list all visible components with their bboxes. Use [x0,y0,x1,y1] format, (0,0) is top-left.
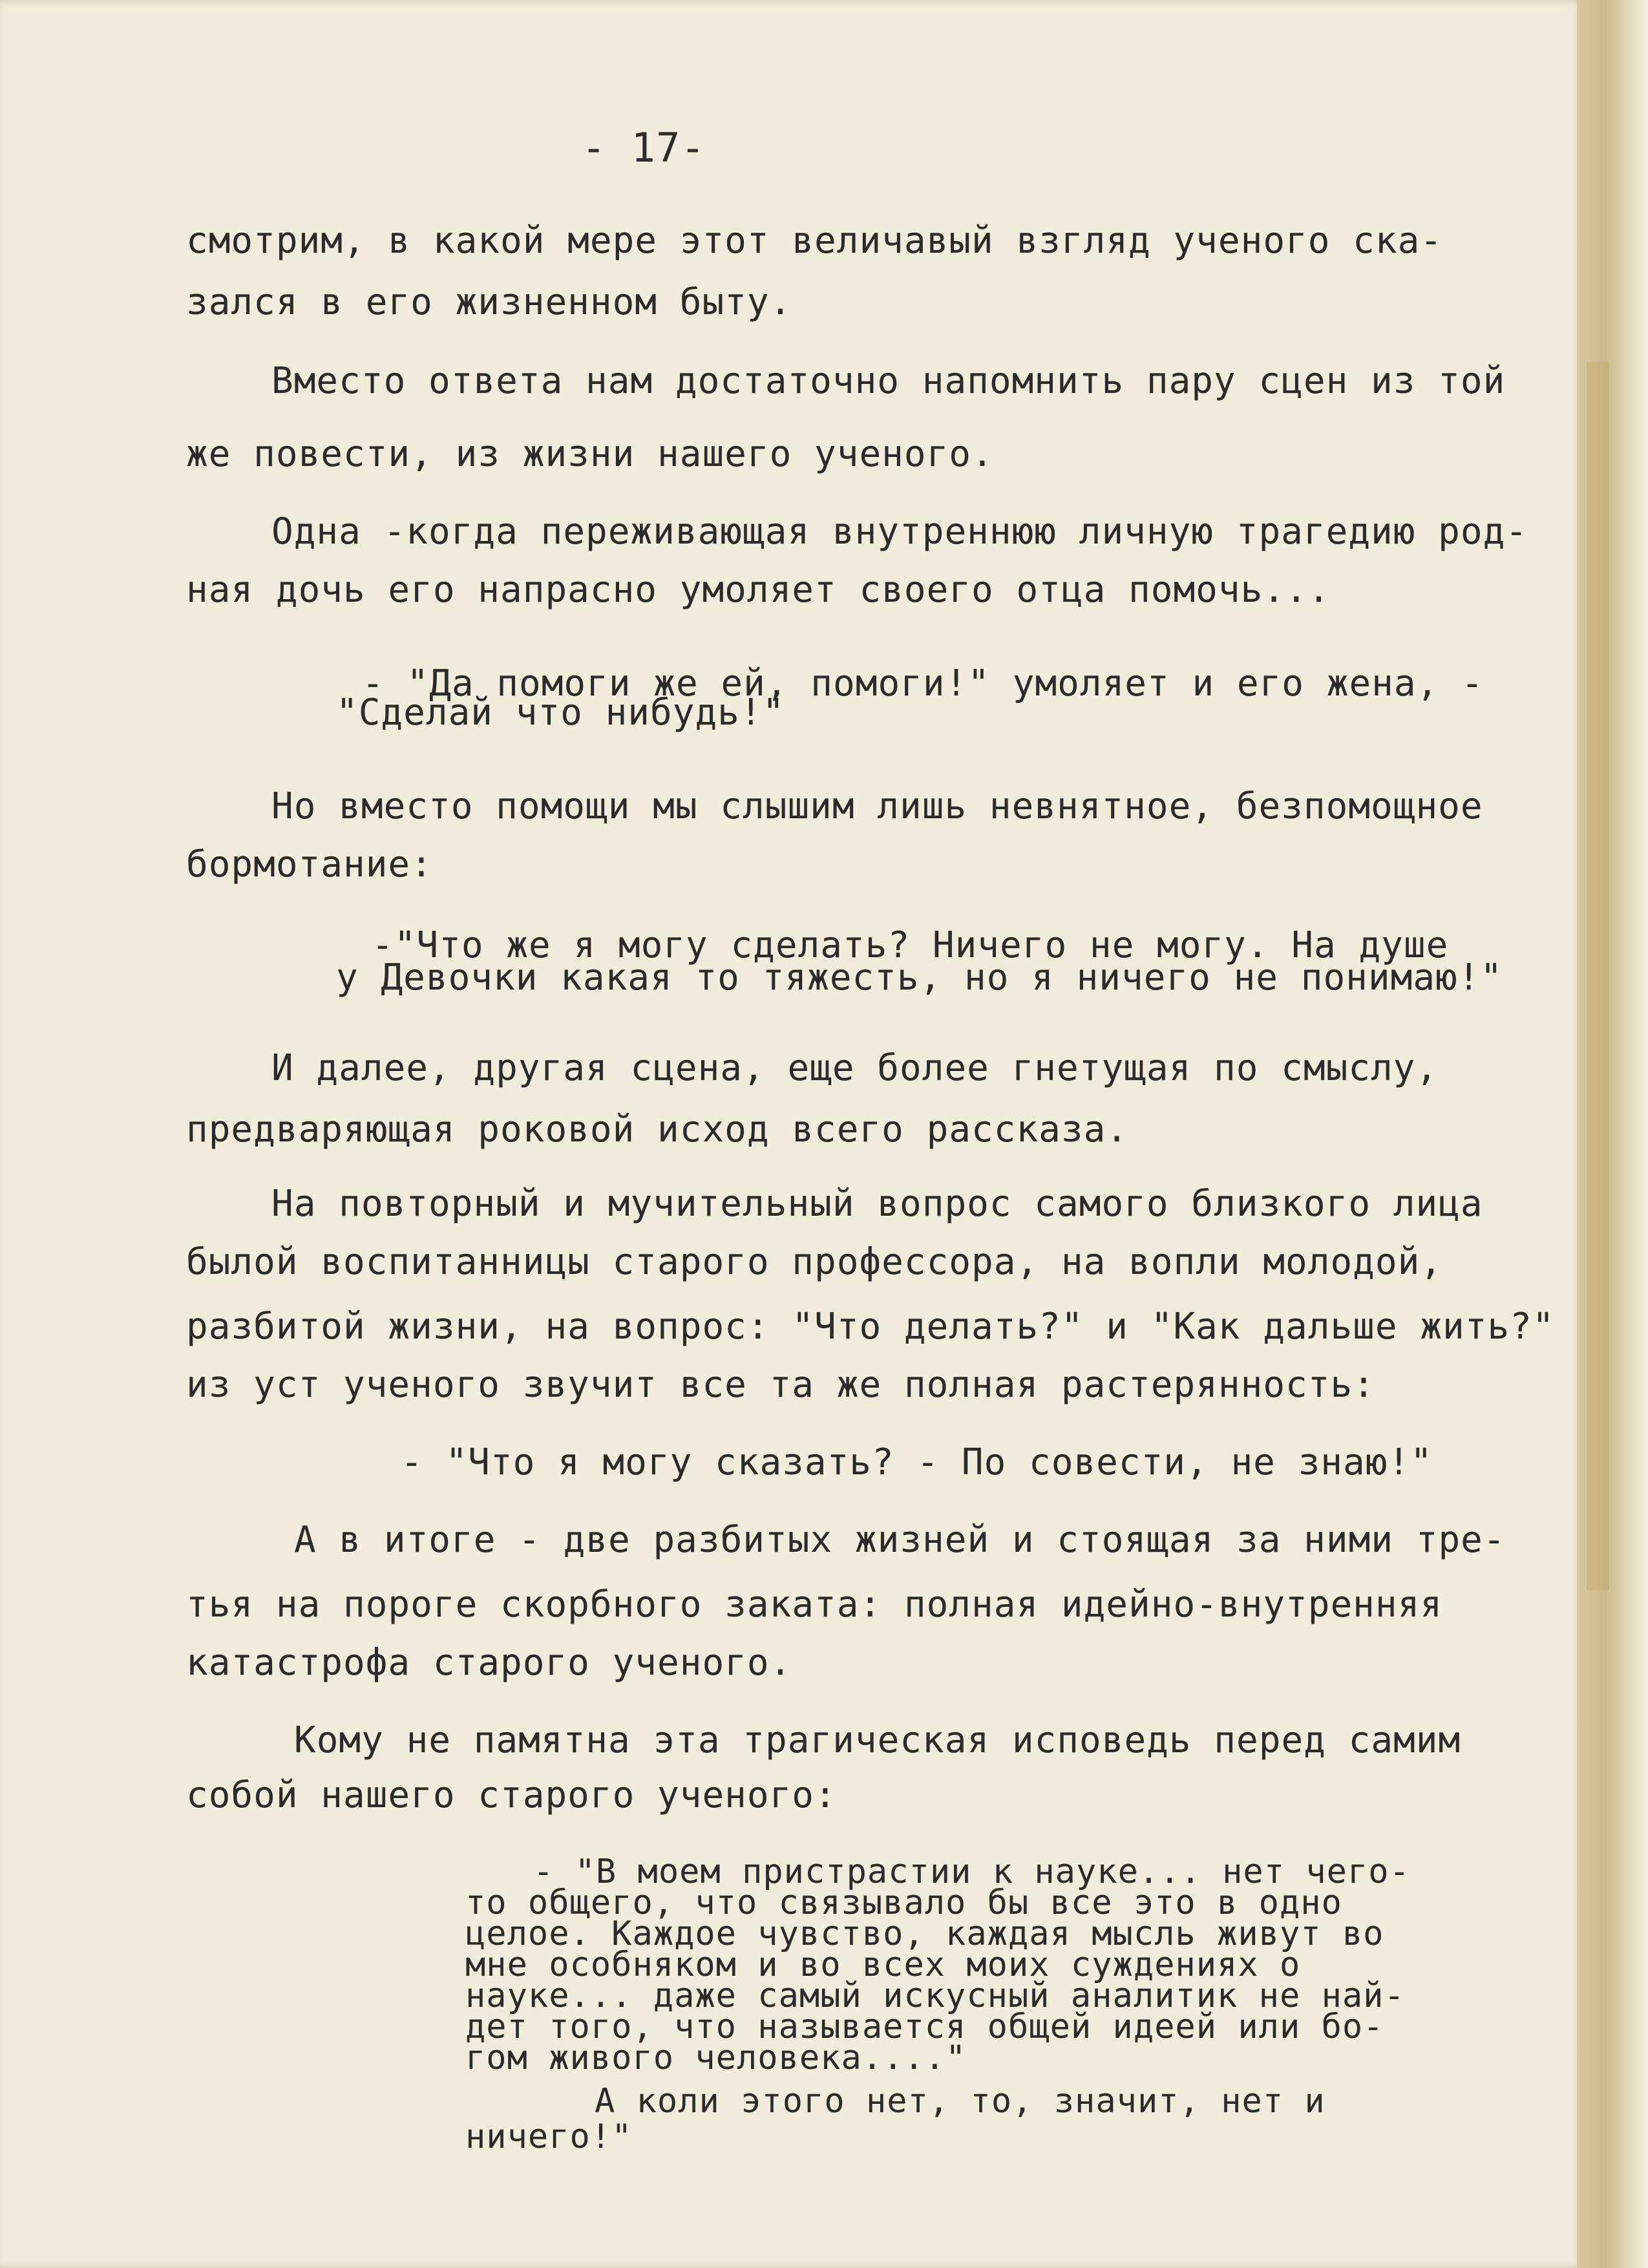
text-line: смотрим, в какой мере этот величавый взгляд ученого ска- [186,220,1443,262]
quote-line: - "В моем пристрастии к науке... нет чего- [533,1852,1410,1891]
text-line: -"Что же я могу сделать? Ничего не могу. На душе [372,924,1449,966]
text-line: у Девочки какая то тяжесть, но я ничего не понимаю!" [336,957,1503,999]
text-line: Одна -когда переживающая внутреннюю личную трагедию род- [271,511,1528,553]
text-line: И далее, другая сцена, еще более гнетущая по смыслу, [271,1047,1439,1089]
text-line: Но вместо помощи мы слышим лишь невнятное, безпомощное [271,785,1483,827]
text-line: из уст ученого звучит все та же полная растерянность: [186,1364,1375,1406]
text-line: зался в его жизненном быту. [186,281,792,323]
quote-line: мне особняком и во всех моих суждениях о [465,1945,1301,1984]
quote-line: А коли этого нет, то, значит, нет и [595,2082,1326,2121]
text-line: былой воспитанницы старого профессора, на вопли молодой, [186,1241,1443,1283]
text-line: катастрофа старого ученого. [186,1642,792,1684]
quote-line: то общего, что связывало бы все это в одно [465,1883,1342,1922]
text-line: бормотание: [186,843,433,885]
text-line: разбитой жизни, на вопрос: "Что делать?" и "Как дальше жить?" [186,1306,1555,1348]
text-line: "Сделай что нибудь!" [336,692,785,734]
text-line: предваряющая роковой исход всего рассказа. [186,1108,1129,1150]
text-line: На повторный и мучительный вопрос самого близкого лица [271,1183,1483,1225]
text-line: тья на пороге скорбного заката: полная идейно-внутренняя [186,1584,1443,1626]
text-line: ная дочь его напрасно умоляет своего отца помочь... [186,569,1331,611]
text-line: же повести, из жизни нашего ученого. [186,433,994,475]
quote-line: дет того, что называется общей идеей или бо- [465,2008,1384,2046]
paper-edge-stain [1587,362,1609,1590]
text-line: Кому не памятна эта трагическая исповедь перед самим [294,1719,1461,1761]
text-line: собой нашего старого ученого: [186,1774,837,1816]
text-line: Вместо ответа нам достаточно напомнить пару сцен из той [271,360,1506,402]
page-number: - 17- [582,124,706,171]
text-line: А в итоге - две разбитых жизней и стоящая за ними тре- [294,1519,1506,1561]
quote-line: науке... даже самый искусный аналитик не най- [465,1977,1405,2015]
quote-line: ничего!" [465,2117,633,2156]
quote-line: гом живого человека...." [465,2039,967,2077]
text-line: - "Что я могу сказать? - По совести, не знаю!" [401,1441,1433,1483]
quote-line: целое. Каждое чувство, каждая мысль живут во [465,1914,1384,1953]
text-line: - "Да помоги же ей, помоги!" умоляет и его жена, - [362,662,1484,705]
